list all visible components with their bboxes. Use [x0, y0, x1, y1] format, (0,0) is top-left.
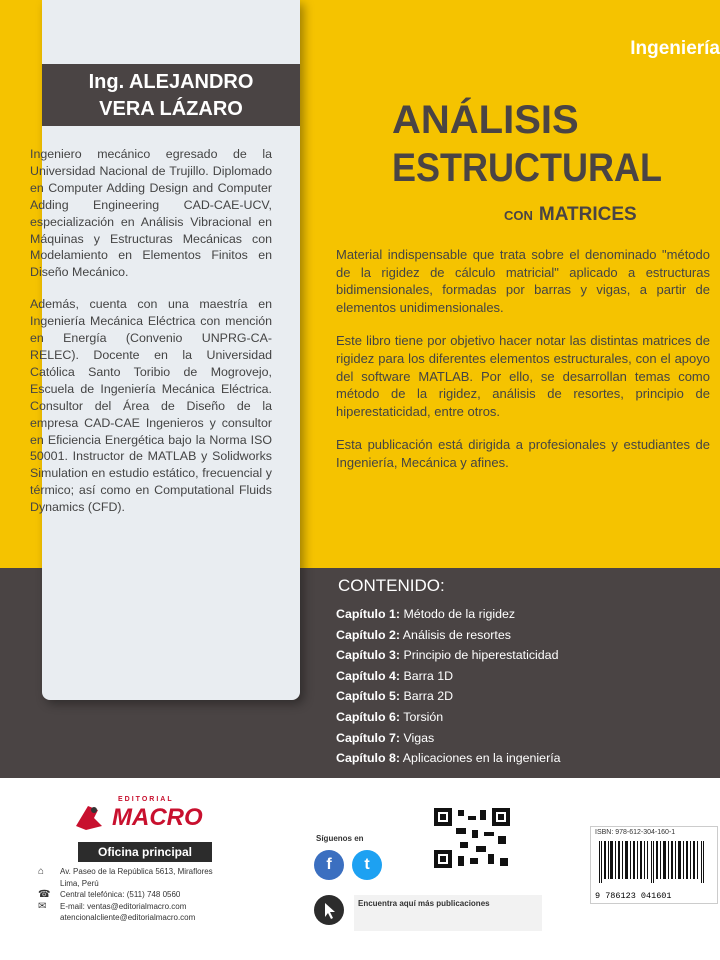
isbn-label: ISBN: 978-612-304-160-1 [595, 829, 676, 836]
contents-heading: CONTENIDO: [338, 576, 445, 595]
follow-label: Síguenos en [316, 834, 364, 843]
description-paragraph: Esta publicación está dirigida a profesionales y estudiantes de Ingeniería, Mecánica y afines. [336, 437, 710, 470]
publisher-logo [68, 796, 218, 840]
barcode-icon [595, 841, 713, 885]
office-badge: Oficina principal [78, 842, 212, 862]
chapter-item: Capítulo 8: Aplicaciones en la ingeniería [336, 751, 561, 766]
contact-info [38, 866, 213, 924]
bird-icon [68, 796, 108, 840]
chapter-item: Capítulo 3: Principio de hiperestaticidad [336, 648, 559, 663]
author-bio-paragraph: Ingeniero mecánico egresado de la Universidad Nacional de Trujillo. Diplomado en Computer Adding Design and Computer Adding Engineering CAD-CAE-UCV, especialización en Análisis Vibracional en Máquinas y Estructuras Mecánicas con Modelamiento en Elementos Finitos en Diseño Mecánico. [30, 147, 272, 280]
author-bio [30, 146, 272, 531]
address: ⌂ Av. Paseo de la República 5613, Miraflores [38, 866, 213, 877]
mail-icon: ✉ [38, 900, 47, 912]
phone: ☎ Central telefónica: (511) 748 0560 [38, 889, 181, 900]
title-con: CON [504, 208, 533, 223]
category-label: Ingeniería [630, 38, 720, 59]
publisher-brand: MACRO [112, 804, 203, 831]
chapter-item: Capítulo 1: Método de la rigidez [336, 607, 516, 621]
email: ✉ E-mail: ventas@editorialmacro.com [38, 900, 187, 912]
author-name-line2: VERA LÁZARO [99, 98, 243, 120]
author-bio-paragraph: Además, cuenta con una maestría en Ingeniería Mecánica Eléctrica con mención en Energía (Convenio UNPRG-CA-RELEC). Docente en la Universidad Católica Santo Toribio de Mogrovejo, Escuela de Ingeniería Mecánica Eléctrica. Consultor del Área de Diseño de la empresa CAD-CAE Ingenieros y consultor en Eficiencia Energética bajo la Norma ISO 50001. Instructor de MATLAB y Solidworks Simulation en estudio estático, frecuencial y térmico; así como en Computational Fluids Dynamics (CFD). [30, 297, 272, 515]
isbn-digits: 9 786123 041601 [595, 891, 672, 901]
title-subtitle [504, 204, 637, 226]
isbn-barcode [590, 826, 718, 904]
chapter-item: Capítulo 4: Barra 1D [336, 668, 454, 683]
home-icon: ⌂ [38, 866, 45, 877]
description-paragraph: Este libro tiene por objetivo hacer notar las distintas matrices de rigidez para los diferentes elementos estructurales, con el apoyo del software MATLAB. Por ello, se desarrollan temas como método de la rigidez, análisis de resortes, principio de hiperestaticidad, entre otros. [336, 333, 710, 419]
twitter-icon[interactable]: t [352, 850, 382, 880]
more-publications-link[interactable]: Encuentra aquí más publicaciones [354, 895, 542, 931]
facebook-icon[interactable]: f [314, 850, 344, 880]
author-name-line1: Ing. ALEJANDRO [88, 71, 254, 93]
email-secondary: atencionalcliente@editorialmacro.com [60, 913, 196, 922]
cursor-icon[interactable] [314, 895, 344, 925]
title-matrices: MATRICES [538, 204, 637, 225]
publisher-editorial: EDITORIAL [118, 796, 174, 803]
author-name [42, 64, 300, 126]
description-paragraph: Material indispensable que trata sobre el denominado "método de la rigidez de cálculo matricial" aplicado a estructuras bidimensionales, formadas por barras y vigas, a partir de elementos unidimensionales. [336, 247, 710, 315]
qr-code-icon[interactable] [432, 806, 512, 870]
chapter-item: Capítulo 6: Torsión [336, 709, 444, 724]
chapter-item: Capítulo 7: Vigas [336, 730, 435, 745]
chapter-item: Capítulo 5: Barra 2D [336, 689, 454, 704]
book-description [336, 246, 710, 488]
title-line2: ESTRUCTURAL [392, 146, 662, 190]
address-city: Lima, Perú [60, 878, 99, 888]
chapter-item: Capítulo 2: Análisis de resortes [336, 627, 511, 642]
book-title [392, 96, 692, 225]
title-line1: ANÁLISIS [392, 98, 579, 142]
phone-icon: ☎ [38, 889, 51, 900]
table-of-contents [336, 576, 561, 769]
